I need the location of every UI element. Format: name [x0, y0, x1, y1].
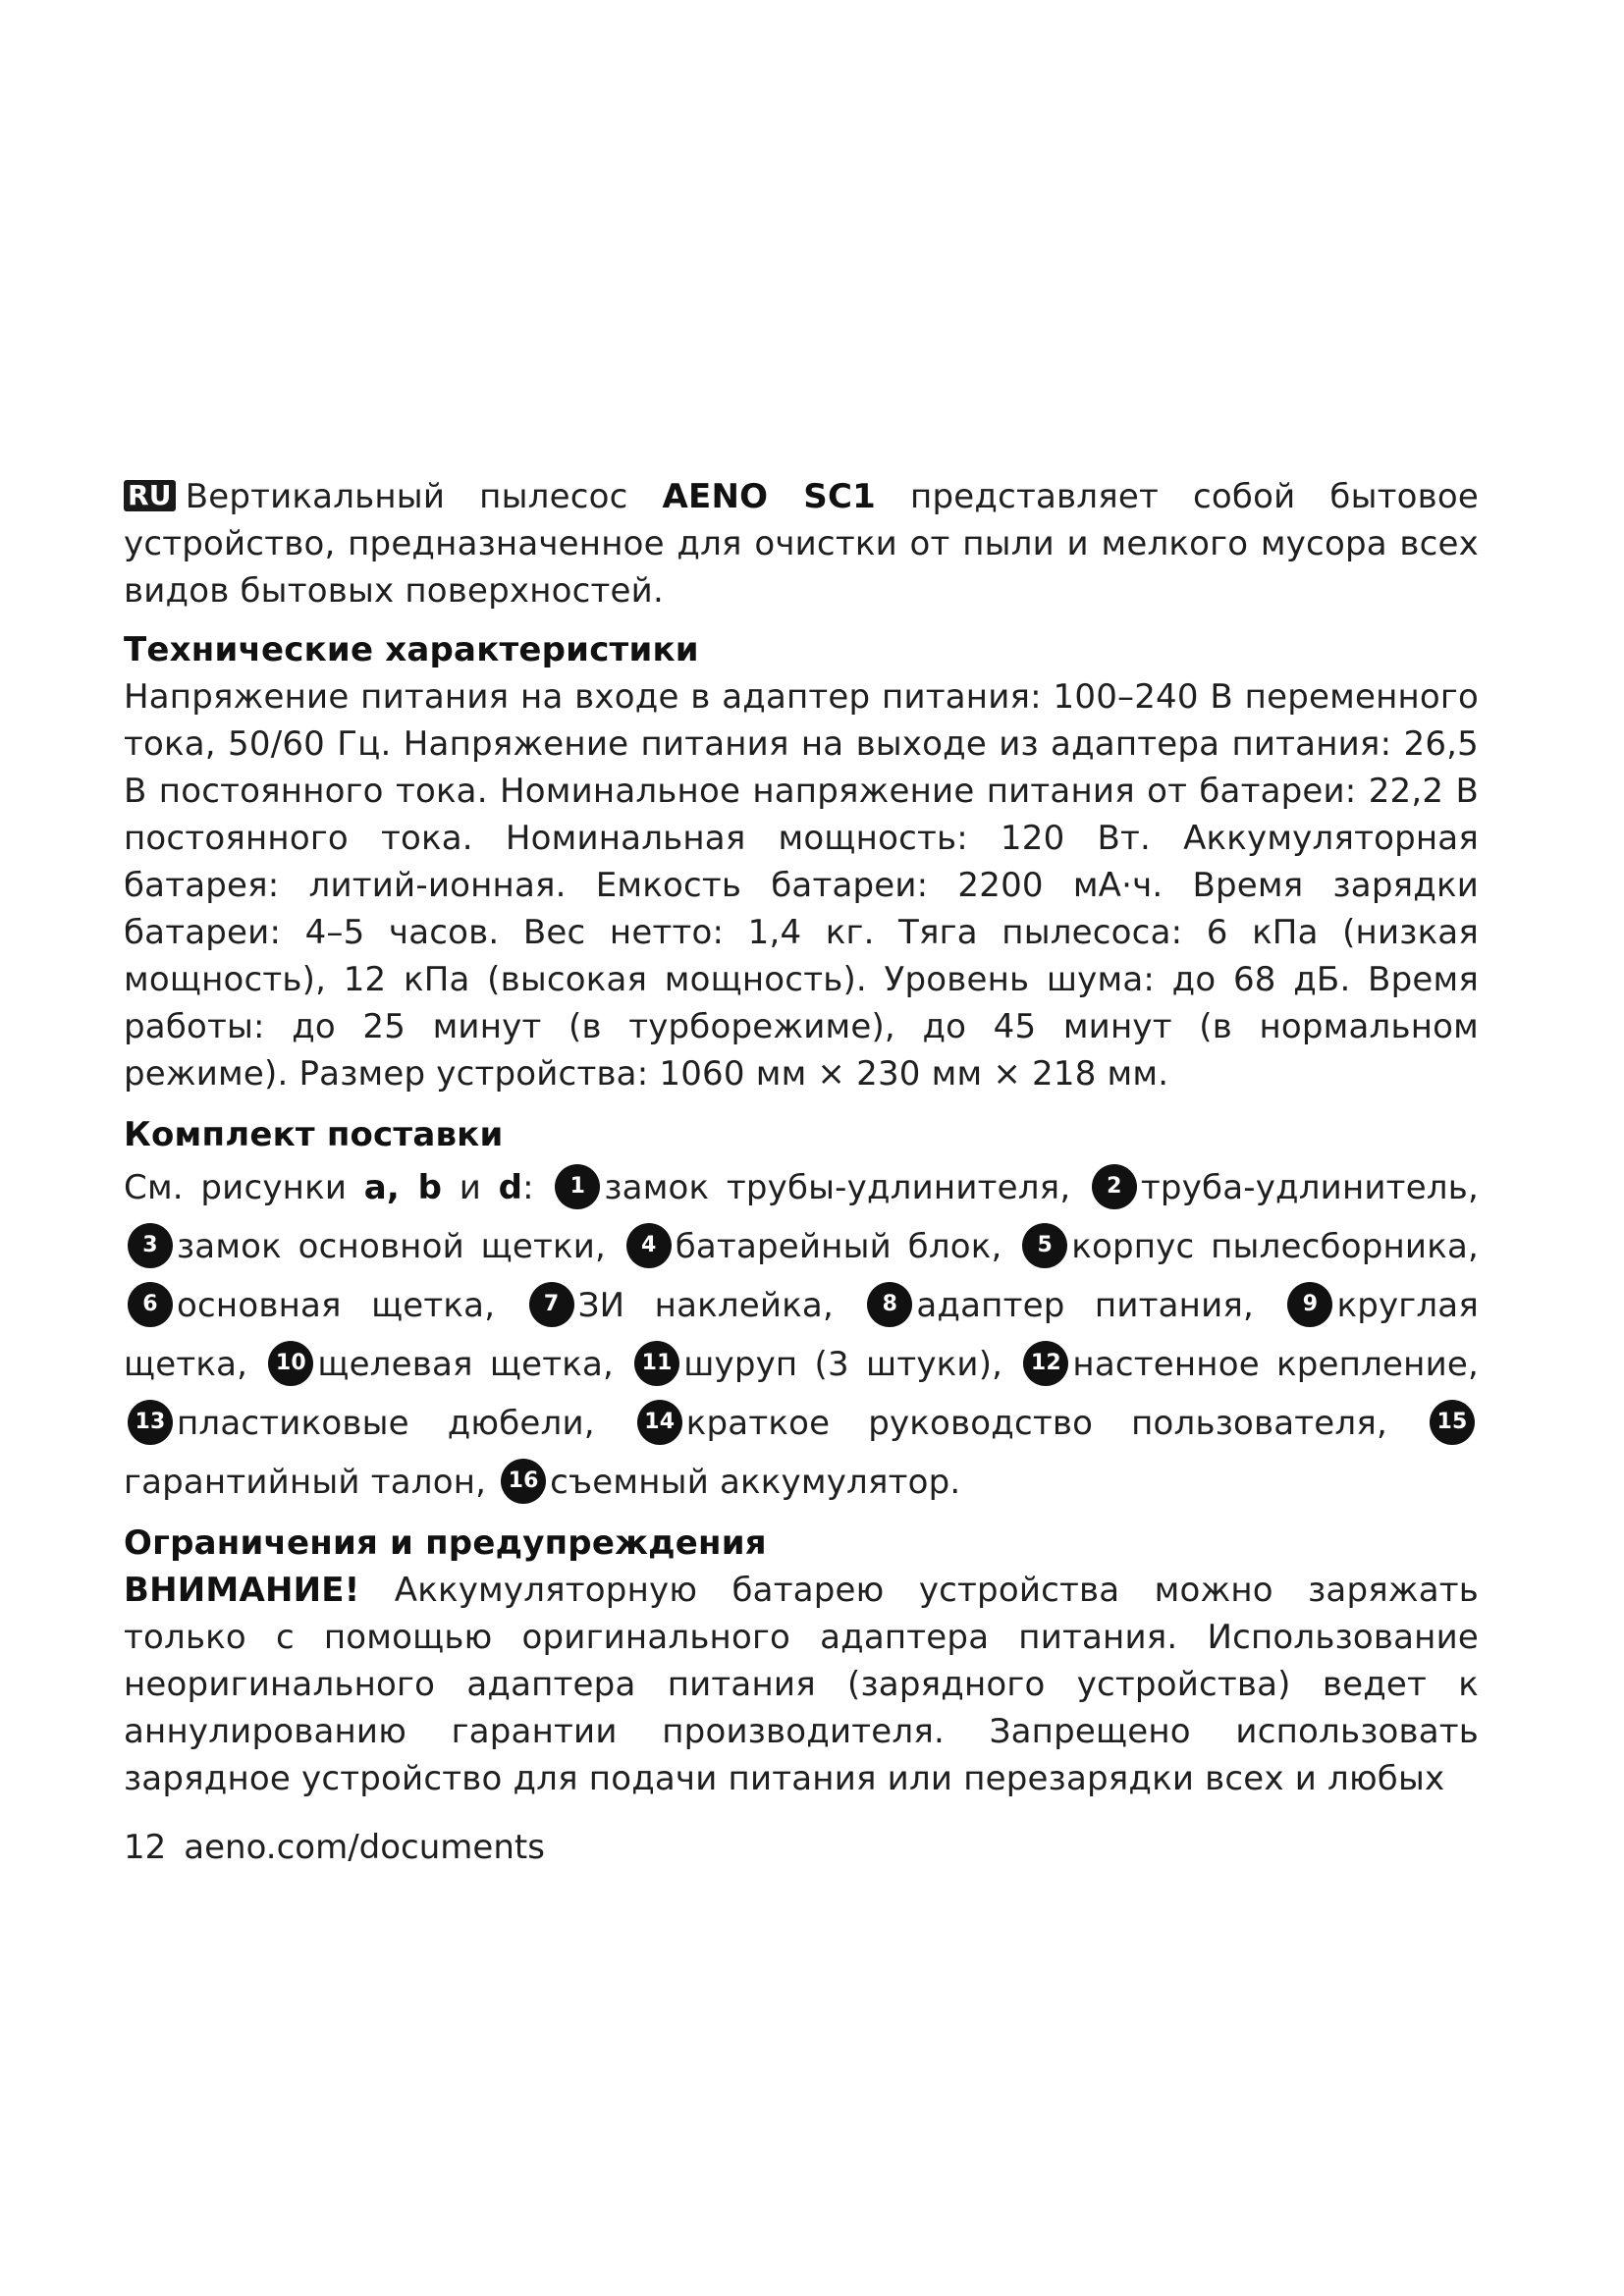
intro-text-before: Вертикальный пылесос — [185, 477, 663, 516]
kit-item: адаптер питания, — [916, 1286, 1255, 1325]
manual-page — [124, 473, 1479, 1802]
kit-item: пластиковые дюбели, — [177, 1404, 595, 1443]
kit-item: съемный аккумулятор. — [550, 1463, 961, 1502]
kit-item: основная щетка, — [177, 1286, 496, 1325]
kit-heading: Комплект поставки — [124, 1115, 504, 1154]
warnings-paragraph — [124, 1567, 1479, 1802]
item-number-badge: 12 — [1023, 1341, 1068, 1386]
figure-sep: , — [386, 1168, 418, 1207]
warnings-text: Аккумуляторную батарею устройства можно заряжать только с помощью оригинального адаптера питания. Использование неоригинального адаптера питания (зарядного устройства) ведет к аннулированию гарантии производителя. Запрещено использовать зарядное устройство для подачи питания или перезарядки всех и любых — [124, 1571, 1479, 1798]
figure-a-ref: a — [363, 1168, 387, 1207]
item-number-badge: 8 — [867, 1282, 912, 1327]
kit-item: щелевая щетка, — [317, 1345, 614, 1384]
kit-item: труба-удлинитель, — [1140, 1168, 1479, 1207]
item-number-badge: 14 — [637, 1400, 682, 1445]
kit-item: гарантийный талон, — [124, 1463, 487, 1502]
figure-and: и — [442, 1168, 499, 1207]
specs-text: Напряжение питания на входе в адаптер питания: 100–240 В переменного тока, 50/60 Гц. Напряжение питания на выходе из адаптера питания: 26,5 В постоянного тока. Номинальное напряжение питания от батареи: 22,2 В постоянного тока. Номинальная мощность: 120 Вт. Аккумуляторная батарея: литий-ионная. Емкость батареи: 2200 мА·ч. Время зарядки батареи: 4–5 часов. Вес нетто: 1,4 кг. Тяга пылесоса: 6 кПа (низкая мощность), 12 кПа (высокая мощность). Уровень шума: до 68 дБ. Время работы: до 25 минут (в турборежиме), до 45 минут (в нормальном режиме). Размер устройства: 1060 мм × 230 мм × 218 мм. — [124, 677, 1479, 1094]
warnings-heading: Ограничения и предупреждения — [124, 1523, 767, 1563]
kit-colon: : — [522, 1168, 534, 1207]
item-number-badge: 5 — [1022, 1223, 1067, 1268]
attention-label: ВНИМАНИЕ! — [124, 1571, 360, 1610]
kit-item: круглая щетка, — [124, 1286, 1479, 1384]
page-number: 12 — [124, 1828, 167, 1867]
item-number-badge: 9 — [1287, 1282, 1332, 1327]
intro-text-after: представляет собой бытовое устройство, предназначенное для очистки от пыли и мелкого мусора всех видов бытовых поверхностей. — [124, 477, 1479, 611]
item-number-badge: 7 — [529, 1282, 574, 1327]
item-number-badge: 2 — [1092, 1164, 1137, 1209]
kit-item: батарейный блок, — [675, 1227, 1002, 1266]
kit-item: замок основной щетки, — [177, 1227, 607, 1266]
kit-item: ЗИ наклейка, — [577, 1286, 834, 1325]
item-number-badge: 4 — [626, 1223, 672, 1268]
item-number-badge: 6 — [128, 1282, 173, 1327]
figure-b-ref: b — [417, 1168, 443, 1207]
kit-paragraph — [124, 1158, 1479, 1512]
item-number-badge: 13 — [128, 1400, 173, 1445]
language-badge: RU — [124, 480, 176, 511]
item-number-badge: 15 — [1430, 1400, 1475, 1445]
item-number-badge: 3 — [128, 1223, 173, 1268]
item-number-badge: 1 — [555, 1164, 600, 1209]
product-name: AENO SC1 — [662, 477, 877, 516]
item-number-badge: 16 — [501, 1459, 546, 1504]
specs-heading: Технические характеристики — [124, 630, 699, 669]
kit-item: настенное крепление, — [1072, 1345, 1480, 1384]
item-number-badge: 10 — [268, 1341, 313, 1386]
kit-item: корпус пылесборника, — [1071, 1227, 1479, 1266]
item-number-badge: 11 — [634, 1341, 679, 1386]
footer-url: aeno.com/documents — [184, 1828, 545, 1867]
page-footer — [124, 1828, 545, 1867]
kit-item: краткое руководство пользователя, — [685, 1404, 1387, 1443]
kit-item: шуруп (3 штуки), — [683, 1345, 1003, 1384]
intro-paragraph — [124, 473, 1479, 614]
kit-item: замок трубы-удлинителя, — [604, 1168, 1071, 1207]
figure-d-ref: d — [498, 1168, 523, 1207]
kit-lead: См. рисунки — [124, 1168, 364, 1207]
